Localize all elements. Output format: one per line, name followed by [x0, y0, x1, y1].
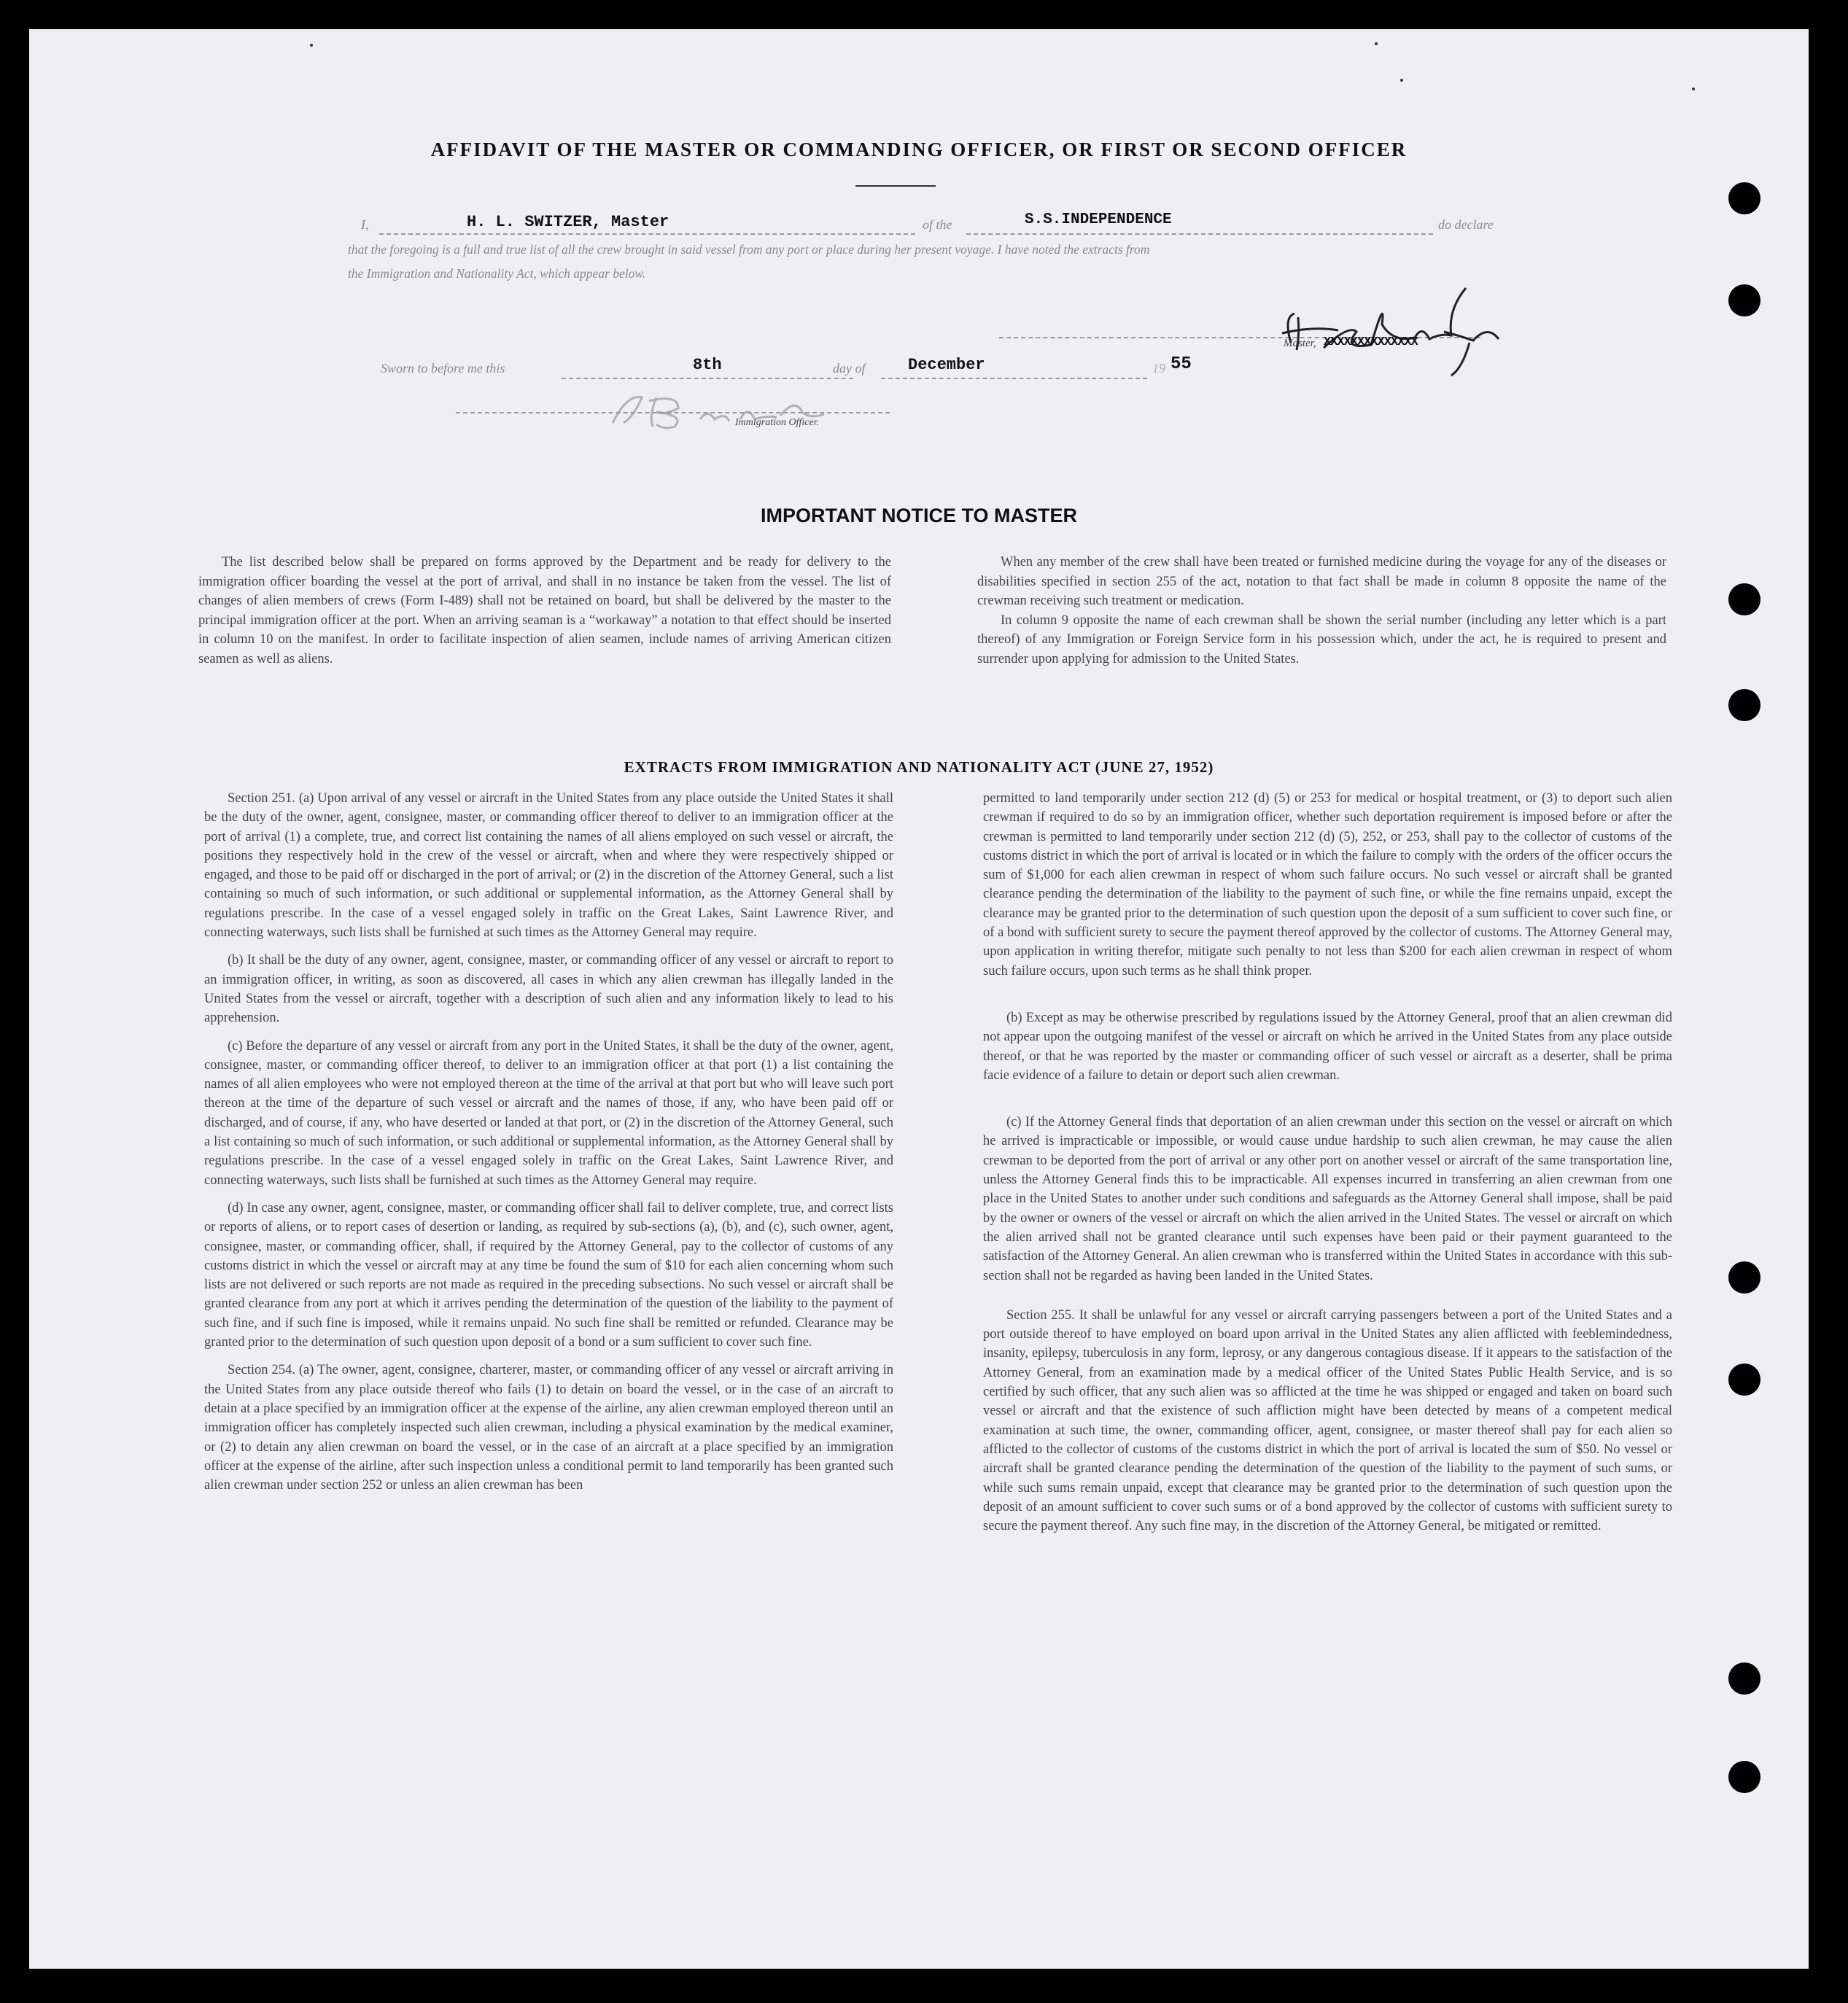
notice-title: IMPORTANT NOTICE TO MASTER — [761, 505, 1077, 526]
month-line — [881, 378, 1147, 379]
day-of-text: day of — [833, 361, 866, 376]
scan-speck — [1692, 87, 1695, 90]
affidavit-title: AFFIDAVIT OF THE MASTER OR COMMANDING OFFICER, OR FIRST OR SECOND OFFICER — [430, 139, 1408, 160]
section-255: Section 255. It shall be unlawful for any vessel or aircraft carrying passengers between a port of the United States and a port outside thereof to have employed on board upon arrival in the United States any alien afflicted with feeblemindedness, insanity, epilepsy, tuberculosis in any form, leprosy, or any dangerous contagious disease. If it appears to the satisfaction of the Attorney General, from an examination made by a medical officer of the United States Public Health Service, and is so certified by such officer, that any such alien was so afflicted at the time he was shipped or engaged and taken on board such vessel or aircraft and that the existence of such affliction might have been detected by means of a competent medical examination at such time, the owner, commanding officer, agent, consignee, or master thereof shall pay for each alien so afflicted to the collector of customs of the customs district in which the port of arrival is located the sum of $50. No vessel or aircraft shall be granted clearance pending the determination of the question of the liability to the payment of such sums, or while such sums remain unpaid, except that clearance may be granted prior to the determination of such question upon the deposit of an amount sufficient to cover such sums or of a bond approved by the collector of customs with sufficient surety to secure the payment thereof. Any such fine may, in the discretion of the Attorney General, be mitigated or remitted. — [983, 1307, 1672, 1534]
section-254c: (c) If the Attorney General finds that deportation of an alien crewman under this section on the vessel or aircraft on which he arrived is impracticable or impossible, or would cause undue hardship to such alien crewman, he may cause the alien crewman to be deported from the port of arrival or any other port on another vessel or aircraft of the same transportation line, unless the Attorney General finds this to be impracticable. All expenses incurred in transferring an alien crewman from one place in the United States to another under such conditions and safeguards as the Attorney General shall impose, shall be paid by the owner or owners of the vessel or aircraft on which the alien arrived in the United States. The vessel or aircraft on which the alien arrived shall not be granted clearance until such expenses have been paid or their payment guaranteed to the satisfaction of the Attorney General. An alien crewman who is transferred within the United States in accordance with this sub-section shall not be regarded as having been landed in the United States. — [983, 1115, 1672, 1283]
punch-hole — [1728, 1662, 1760, 1695]
sworn-year: 55 — [1170, 354, 1192, 374]
extracts-right-column — [983, 789, 1672, 1544]
sworn-day: 8th — [693, 356, 722, 374]
scan-speck — [310, 44, 313, 47]
extracts-left-column — [204, 789, 893, 1504]
pre-name-text: I, — [361, 217, 369, 232]
section-251b: (b) It shall be the duty of any owner, agent, consignee, master, or commanding officer of any vessel or aircraft to report to an immigration officer, in writing, as soon as discovered, all cases in which any alien crewman has illegally landed in the United States from the vessel or aircraft, together with a description of such alien and any information likely to lead to his apprehension. — [204, 953, 893, 1026]
master-struck: XXXXXXXXXXXXXX — [1324, 335, 1418, 349]
punch-hole — [1728, 1364, 1760, 1396]
master-signature — [1269, 281, 1517, 379]
notice-left-column — [198, 553, 891, 678]
vessel-name: S.S.INDEPENDENCE — [1025, 211, 1172, 228]
punch-hole — [1728, 689, 1760, 721]
document-page — [29, 29, 1809, 1969]
officer-signature-line — [456, 412, 890, 413]
master-label: Master, — [1284, 338, 1316, 349]
affidavit-line-2: that the foregoing is a full and true list of all the crew brought in said vessel from any port or place during her present voyage. I have noted the extracts from — [348, 242, 1150, 257]
punch-hole — [1728, 583, 1760, 615]
punch-hole — [1728, 1761, 1760, 1793]
extracts-title: EXTRACTS FROM IMMIGRATION AND NATIONALITY ACT (JUNE 27, 1952) — [624, 758, 1214, 776]
section-251a: Section 251. (a) Upon arrival of any vessel or aircraft in the United States from any place outside the United States it shall be the duty of the owner, agent, consignee, master, or commanding officer thereof to deliver to an immigration officer at the port of arrival (1) a complete, true, and correct list containing the names of all aliens employed on such vessel or aircraft, the positions they respectively hold in the crew of the vessel or aircraft, when and where they were respectively shipped or engaged, and those to be paid off or discharged in the port of arrival; or (2) in the discretion of the Attorney General, such a list containing so much of such information, or such additional or supplemental information, as the Attorney General shall by regulations prescribe. In the case of a vessel engaged solely in traffic on the Great Lakes, Saint Lawrence River, and connecting waterways, such lists shall be furnished at such times as the Attorney General may require. — [204, 791, 893, 941]
notice-right-paragraph-2: In column 9 opposite the name of each crewman shall be shown the serial number (including any letter which is a part thereof) of any Immigration or Foreign Service form in his possession which, under the act, he is required to present and surrender upon applying for admission to the United States. — [977, 612, 1666, 666]
section-254b: (b) Except as may be otherwise prescribed by regulations issued by the Attorney General, proof that an alien crewman did not appear upon the outgoing manifest of the vessel or aircraft on which he arrived in the United States from any place outside thereof, or that he was reported by the master or commanding officer of such vessel or aircraft as a deserter, shall be prima facie evidence of a failure to detain or deport such alien crewman. — [983, 1010, 1672, 1083]
notice-right-paragraph-1: When any member of the crew shall have been treated or furnished medicine during the voyage for any of the diseases or disabilities specified in section 255 of the act, notation to that fact shall be made in column 8 opposite the name of the crewman receiving such treatment or medication. — [977, 555, 1666, 609]
punch-hole — [1728, 284, 1760, 316]
master-name: H. L. SWITZER, Master — [467, 213, 669, 231]
notice-right-column — [977, 553, 1666, 678]
section-251c: (c) Before the departure of any vessel or aircraft from any port in the United States, it shall be the duty of the owner, agent, consignee, master, or commanding officer thereof, to deliver to an immigration officer at that port (1) a list containing the names of all alien employees who were not employed thereon at the time of the arrival at that port but who will leave such port thereon at the time of the departure of such vessel or aircraft and the names of those, if any, who have been paid off or discharged, and of course, if any, who have deserted or landed at that port, or (2) in the discretion of the Attorney General, such a list containing so much of such information, or such additional or supplemental information, as the Attorney General shall by regulations prescribe. In the case of a vessel engaged solely in traffic on the Great Lakes, Saint Lawrence River, and connecting waterways, such lists shall be furnished at such times as the Attorney General may require. — [204, 1038, 893, 1188]
notice-left-paragraph: The list described below shall be prepared on forms approved by the Department and be ready for delivery to the immigration officer boarding the vessel at the port of arrival, and shall in no instance be taken from the vessel. The list of changes of alien members of crews (Form I-489) shall not be retained on board, but shall be delivered by the master to the principal immigration officer at the port. When an arriving seaman is a “workaway” a notation to that effect should be inserted in column 10 on the manifest. In order to facilitate inspection of alien seamen, include names of arriving American citizen seamen as well as aliens. — [198, 555, 891, 666]
of-the-text: of the — [923, 217, 952, 232]
year-prefix: 19 — [1152, 361, 1165, 376]
section-251d: (d) In case any owner, agent, consignee, master, or commanding officer shall fail to deliver complete, true, and correct lists or reports of aliens, or to report cases of desertion or landing, as required by sub-sections (a), (b), and (c), such owner, agent, consignee, master, or commanding officer, shall, if required by the Attorney General, pay to the collector of customs of any customs district in which the vessel or aircraft may at any time be found the sum of $10 for each alien concerning whom such lists are not delivered or such reports are not made as required in the preceding subsections. No such vessel or aircraft shall be granted clearance from any port at which it arrives pending the determination of the question of the liability to the payment of such fine, and if such fine is imposed, while it remains unpaid. No such fine shall be remitted or refunded. Clearance may be granted prior to the determination of such question upon deposit of a bond or a sum sufficient to cover such fine. — [204, 1200, 893, 1350]
vessel-line — [966, 233, 1433, 235]
sworn-text: Sworn to before me this — [381, 361, 505, 376]
scan-speck — [1400, 79, 1403, 82]
officer-signature — [598, 379, 846, 437]
punch-hole — [1728, 1261, 1760, 1294]
title-rule — [855, 185, 936, 187]
sworn-month: December — [908, 356, 985, 374]
punch-hole — [1728, 182, 1760, 214]
section-254a: Section 254. (a) The owner, agent, consignee, charterer, master, or commanding officer of any vessel or aircraft arriving in the United States from any place outside thereof who fails (1) to detain on board the vessel, or in the case of an aircraft to detain at a place specified by an immigration officer at the expense of the airline, any alien crewman employed thereon until an immigration officer has completely inspected such alien crewman, including a physical examination by the medical examiner, or (2) to detain any alien crewman on board the vessel, or in the case of an aircraft at a place specified by an immigration officer at the expense of the airline, after such inspection unless a conditional permit to land temporarily has been granted such alien crewman under section 252 or unless an alien crewman has been — [204, 1363, 893, 1493]
scan-speck — [1375, 42, 1378, 45]
do-declare-text: do declare — [1438, 217, 1494, 232]
name-line — [379, 233, 915, 235]
affidavit-line-3: the Immigration and Nationality Act, which appear below. — [348, 266, 646, 281]
officer-label: Immigration Officer. — [735, 417, 820, 428]
section-254a-cont: permitted to land temporarily under section 212 (d) (5) or 253 for medical or hospital treatment, or (3) to deport such alien crewman if required to do so by an immigration officer, whether such deportation requirement is imposed before or after the crewman is permitted to land temporarily under section 212 (d) (5), 252, or 253, shall pay to the collector of customs of the customs district in which the port of arrival is located or in which the failure to comply with the orders of the officer occurs the sum of $1,000 for each alien crewman in respect of whom such failure occurs. No such vessel or aircraft shall be granted clearance pending the determination of the liability to the payment of such fine, or while the fine remains unpaid, except the clearance may be granted prior to the determination of such question upon the deposit of a sum sufficient to cover such fine, or of a bond with sufficient surety to secure the payment thereof approved by the collector of customs. The Attorney General may, upon application in writing therefor, mitigate such penalty to not less than $200 for each alien crewman in respect of whom such failure occurs, upon such terms as he shall think proper. — [983, 791, 1672, 979]
